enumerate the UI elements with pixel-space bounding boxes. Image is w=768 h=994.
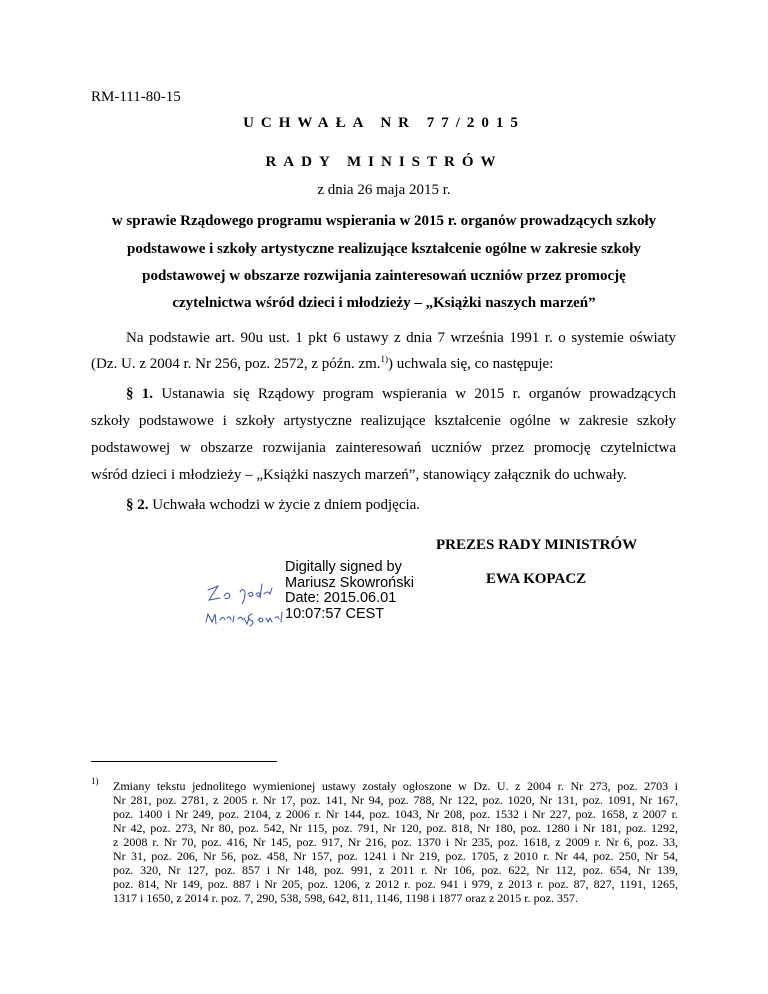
issuer-title: RADY MINISTRÓW [265,154,503,170]
paragraph-1-line [126,386,676,403]
footnote-line: Nr 31, poz. 206, Nr 56, poz. 458, Nr 157, poz. 1241 i Nr 219, poz. 1705, z 2010 r. Nr 44, poz. 250, Nr 54, [113,849,678,863]
preamble-text: ) uchwala się, co następuje: [388,356,554,372]
document-reference: RM-111-80-15 [91,89,181,105]
footnote-line: poz. 814, Nr 149, poz. 887 i Nr 205, poz. 1206, z 2012 r. poz. 941 i 979, z 2013 r. poz. 87, 827, 1191, 1265, [113,877,678,891]
subject-line: podstawowe i szkoły artystyczne realizujące kształcenie ogólne w zakresie szkoły [127,241,641,257]
signatory-name: EWA KOPACZ [486,571,587,587]
footnote-line: Zmiany tekstu jednolitego wymienionej ustawy zostały ogłoszone w Dz. U. z 2004 r. Nr 273, poz. 2703 i [113,779,678,793]
footnote-reference: 1) [380,354,389,364]
paragraph-2-label: § 2. [126,497,149,513]
paragraph-2 [126,497,420,514]
footnote-line: Nr 42, poz. 273, Nr 80, poz. 542, Nr 115, poz. 791, Nr 120, poz. 818, Nr 180, poz. 1280 i Nr 181, poz. 1292, [113,821,678,835]
preamble-line [91,356,553,373]
footnote-line: 1317 i 1650, z 2014 r. poz. 7, 290, 538, 598, 642, 811, 1146, 1198 i 1877 oraz z 2015 r. poz. 357. [113,891,578,905]
resolution-title: UCHWAŁA NR 77/2015 [243,115,525,131]
paragraph-1-line: wśród dzieci i młodzieży – „Książki naszych marzeń”, stanowiący załącznik do uchwały. [91,467,627,483]
subject-line: w sprawie Rządowego programu wspierania w 2015 r. organów prowadzących szkoły [111,213,657,229]
footnote-marker: 1) [91,776,99,786]
footnote-line: poz. 320, Nr 127, poz. 857 i Nr 148, poz. 991, z 2011 r. Nr 106, poz. 622, Nr 112, poz. 654, Nr 139, [113,863,678,877]
footnote-separator [91,761,277,762]
paragraph-1-label: § 1. [126,386,154,402]
footnote-line: z 2008 r. Nr 70, poz. 416, Nr 145, poz. 917, Nr 216, poz. 1370 i Nr 235, poz. 1618, z 2009 r. Nr 6, poz. 33, [113,835,678,849]
paragraph-1-line: szkoły podstawowe i szkoły artystyczne realizujące kształcenie ogólne w zakresie szkoły [91,413,676,429]
resolution-date: z dnia 26 maja 2015 r. [317,182,451,198]
subject-line: czytelnictwa wśród dzieci i młodzieży – „Książki naszych marzeń” [172,295,596,311]
handwritten-signature [200,572,288,657]
paragraph-1-text: Ustanawia się Rządowy program wspierania w 2015 r. organów prowadzących [153,386,676,402]
paragraph-2-text: Uchwała wchodzi w życie z dniem podjęcia. [148,497,421,513]
preamble-text: (Dz. U. z 2004 r. Nr 256, poz. 2572, z późn. zm. [91,356,381,372]
digital-signature-info: Digitally signed by Mariusz Skowroński Date: 2015.06.01 10:07:57 CEST [285,559,414,622]
subject-line: podstawowej w obszarze rozwijania zainteresowań uczniów przez promocję [142,268,626,284]
preamble-line: Na podstawie art. 90u ust. 1 pkt 6 ustawy z dnia 7 września 1991 r. o systemie oświaty [126,330,676,346]
footnote-line: Nr 281, poz. 2781, z 2005 r. Nr 17, poz. 141, Nr 94, poz. 788, Nr 122, poz. 1020, Nr 131, poz. 1091, Nr 167, [113,793,678,807]
paragraph-1-line: podstawowej w obszarze rozwijania zainteresowań uczniów przez promocję czytelnictwa [91,440,676,456]
signatory-title: PREZES RADY MINISTRÓW [436,537,638,553]
footnote-line: poz. 1400 i Nr 249, poz. 2104, z 2006 r. Nr 144, poz. 1043, Nr 208, poz. 1532 i Nr 227, poz. 1658, z 2007 r. [113,807,678,821]
